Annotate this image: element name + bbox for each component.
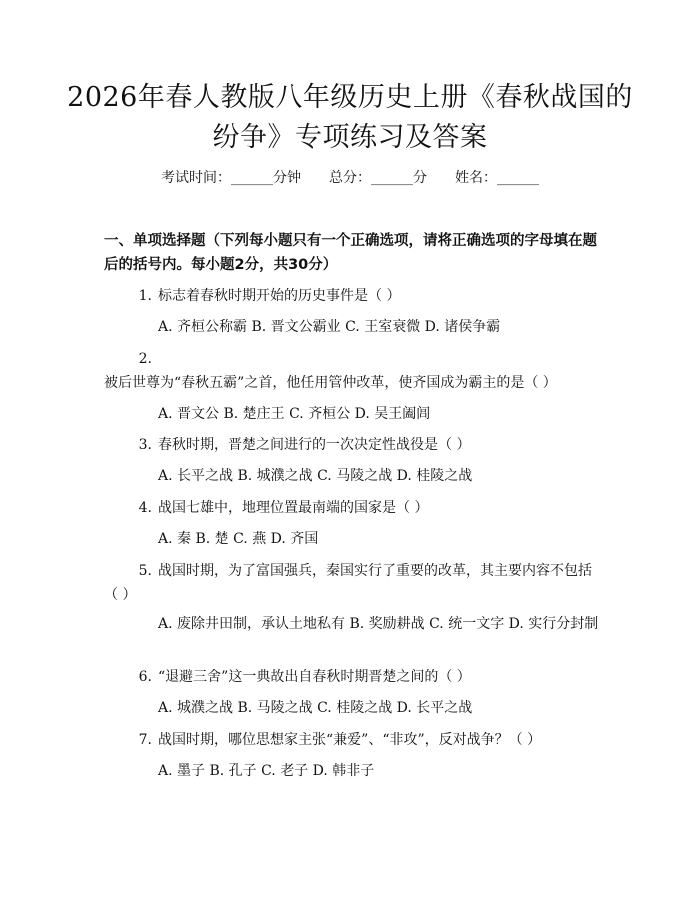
question-options: A. 废除井田制，承认土地私有 B. 奖励耕战 C. 统一文字 D. 实行分封制	[158, 616, 599, 632]
question-number: 4.	[138, 500, 152, 516]
question-item	[104, 347, 604, 395]
question-options: A. 晋文公 B. 楚庄王 C. 齐桓公 D. 吴王阖闾	[158, 406, 431, 422]
question-options: A. 秦 B. 楚 C. 燕 D. 齐国	[158, 531, 319, 547]
question-item	[104, 433, 604, 457]
question-item	[104, 284, 604, 308]
question-item	[104, 665, 604, 689]
question-options: A. 齐桓公称霸 B. 晋文公霸业 C. 王室衰微 D. 诸侯争霸	[158, 319, 501, 335]
question-number: 7.	[138, 732, 152, 748]
question-text: 战国七雄中，地理位置最南端的国家是（ ）	[158, 500, 429, 516]
question-text: 战国时期，为了富国强兵，秦国实行了重要的改革，其主要内容不包括（ ）	[104, 563, 592, 603]
total-score-field: 总分：______分	[329, 170, 427, 186]
question-text: 春秋时期，晋楚之间进行的一次决定性战役是（ ）	[158, 437, 471, 453]
question-number: 1.	[138, 288, 152, 304]
exam-meta	[0, 168, 700, 188]
document-title: 2026年春人教版八年级历史上册《春秋战国的纷争》专项练习及答案	[67, 82, 633, 153]
question-text: 标志着春秋时期开始的历史事件是（ ）	[158, 288, 401, 304]
question-number: 3.	[138, 437, 152, 453]
question-item	[104, 559, 604, 607]
question-number: 2.	[138, 351, 152, 367]
exam-time-field: 考试时间：______分钟	[161, 170, 301, 186]
question-number: 5.	[138, 563, 152, 579]
section-heading: 一、单项选择题（下列每小题只有一个正确选项，请将正确选项的字母填在题后的括号内。每小题2分，共30分）	[104, 233, 597, 273]
question-item	[104, 728, 604, 752]
question-options: A. 城濮之战 B. 马陵之战 C. 桂陵之战 D. 长平之战	[158, 700, 473, 716]
question-item	[104, 496, 604, 520]
question-options: A. 长平之战 B. 城濮之战 C. 马陵之战 D. 桂陵之战	[158, 468, 473, 484]
student-name-field: 姓名：______	[455, 170, 539, 186]
question-text: “退避三舍”这一典故出自春秋时期晋楚之间的（ ）	[158, 669, 471, 685]
question-text: 战国时期，哪位思想家主张“兼爱”、“非攻”，反对战争？（ ）	[158, 732, 542, 748]
question-options: A. 墨子 B. 孔子 C. 老子 D. 韩非子	[158, 763, 375, 779]
question-text: 被后世尊为“春秋五霸”之首，他任用管仲改革，使齐国成为霸主的是（ ）	[104, 375, 557, 391]
question-number: 6.	[138, 669, 152, 685]
